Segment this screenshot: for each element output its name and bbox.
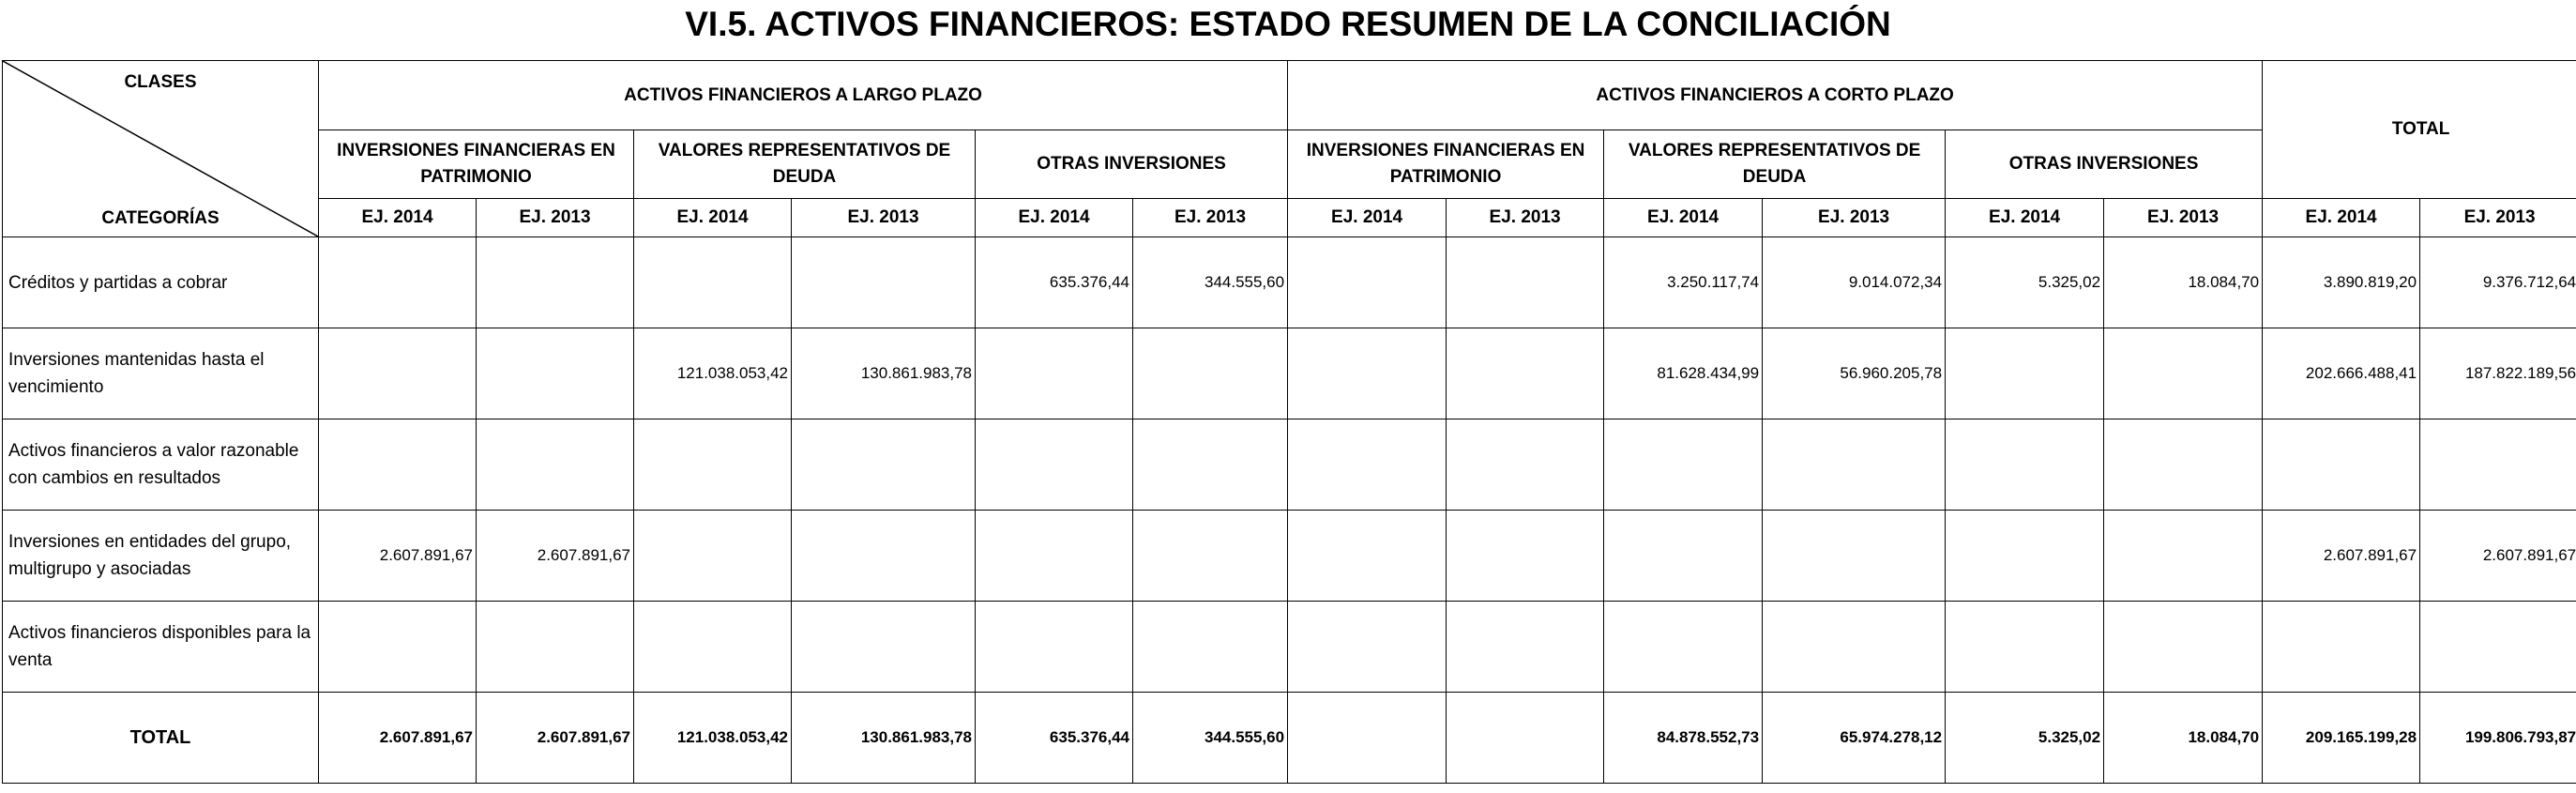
value-cell — [2104, 511, 2263, 602]
total-value-cell: 65.974.278,12 — [1763, 693, 1946, 784]
year-header-cell: EJ. 2013 — [1447, 199, 1604, 237]
value-cell: 18.084,70 — [2104, 237, 2263, 328]
value-cell: 2.607.891,67 — [319, 511, 477, 602]
value-cell — [2104, 419, 2263, 511]
table-row — [3, 237, 2576, 328]
value-cell — [1288, 602, 1447, 693]
value-cell — [2263, 419, 2420, 511]
table-row — [3, 602, 2576, 693]
value-cell — [1946, 328, 2104, 419]
total-value-cell — [1288, 693, 1447, 784]
total-value-cell: 5.325,02 — [1946, 693, 2104, 784]
value-cell — [1946, 602, 2104, 693]
value-cell — [2104, 328, 2263, 419]
year-header-cell: EJ. 2014 — [1288, 199, 1447, 237]
value-cell — [2420, 602, 2576, 693]
value-cell — [634, 419, 792, 511]
table-row — [3, 511, 2576, 602]
value-cell — [976, 602, 1133, 693]
page-title: VI.5. ACTIVOS FINANCIEROS: ESTADO RESUMEN DE LA CONCILIACIÓN — [685, 5, 1891, 43]
value-cell: 56.960.205,78 — [1763, 328, 1946, 419]
year-header-cell: EJ. 2013 — [2104, 199, 2263, 237]
value-cell — [1288, 328, 1447, 419]
group-header-total: TOTAL — [2263, 61, 2576, 199]
value-cell — [634, 237, 792, 328]
total-value-cell: 121.038.053,42 — [634, 693, 792, 784]
value-cell — [976, 328, 1133, 419]
total-value-cell — [1447, 693, 1604, 784]
row-category-label: Activos financieros disponibles para la venta — [3, 602, 319, 693]
value-cell: 130.861.983,78 — [792, 328, 976, 419]
value-cell — [1288, 419, 1447, 511]
value-cell — [792, 237, 976, 328]
value-cell: 5.325,02 — [1946, 237, 2104, 328]
value-cell — [2420, 419, 2576, 511]
reconciliation-table — [2, 60, 2576, 784]
corner-categories-label: CATEGORÍAS — [101, 208, 220, 228]
value-cell — [634, 511, 792, 602]
value-cell — [1604, 602, 1763, 693]
value-cell: 121.038.053,42 — [634, 328, 792, 419]
row-category-label: Inversiones mantenidas hasta el vencimiento — [3, 328, 319, 419]
value-cell — [1133, 511, 1288, 602]
value-cell: 3.250.117,74 — [1604, 237, 1763, 328]
value-cell — [976, 419, 1133, 511]
value-cell — [2263, 602, 2420, 693]
value-cell: 3.890.819,20 — [2263, 237, 2420, 328]
subheader-lt-patrimonio: INVERSIONES FINANCIERAS EN PATRIMONIO — [319, 130, 634, 199]
value-cell — [1946, 511, 2104, 602]
value-cell: 81.628.434,99 — [1604, 328, 1763, 419]
value-cell — [319, 328, 477, 419]
total-value-cell: 2.607.891,67 — [319, 693, 477, 784]
group-header-long-term: ACTIVOS FINANCIEROS A LARGO PLAZO — [319, 61, 1288, 130]
value-cell — [1288, 237, 1447, 328]
value-cell — [1288, 511, 1447, 602]
value-cell: 187.822.189,56 — [2420, 328, 2576, 419]
value-cell — [319, 602, 477, 693]
value-cell — [1763, 419, 1946, 511]
value-cell — [1133, 602, 1288, 693]
year-header-cell: EJ. 2014 — [2263, 199, 2420, 237]
total-value-cell: 635.376,44 — [976, 693, 1133, 784]
total-value-cell: 199.806.793,87 — [2420, 693, 2576, 784]
row-category-label: Créditos y partidas a cobrar — [3, 237, 319, 328]
value-cell — [1447, 602, 1604, 693]
total-value-cell: 130.861.983,78 — [792, 693, 976, 784]
year-header-cell: EJ. 2014 — [1604, 199, 1763, 237]
value-cell — [976, 511, 1133, 602]
corner-classes-label: CLASES — [124, 72, 197, 92]
value-cell — [1133, 328, 1288, 419]
total-value-cell: 84.878.552,73 — [1604, 693, 1763, 784]
total-label: TOTAL — [3, 693, 319, 784]
subheader-lt-deuda: VALORES REPRESENTATIVOS DE DEUDA — [634, 130, 976, 199]
year-header-cell: EJ. 2013 — [792, 199, 976, 237]
total-row — [3, 693, 2576, 784]
total-value-cell: 2.607.891,67 — [477, 693, 634, 784]
value-cell — [792, 602, 976, 693]
row-category-label: Inversiones en entidades del grupo, multigrupo y asociadas — [3, 511, 319, 602]
value-cell: 2.607.891,67 — [2420, 511, 2576, 602]
value-cell — [792, 511, 976, 602]
value-cell: 344.555,60 — [1133, 237, 1288, 328]
header-corner-cell — [3, 61, 319, 237]
subheader-st-deuda: VALORES REPRESENTATIVOS DE DEUDA — [1604, 130, 1946, 199]
value-cell — [1946, 419, 2104, 511]
value-cell — [319, 419, 477, 511]
value-cell: 9.376.712,64 — [2420, 237, 2576, 328]
value-cell — [1763, 602, 1946, 693]
year-header-cell: EJ. 2013 — [1763, 199, 1946, 237]
total-value-cell: 18.084,70 — [2104, 693, 2263, 784]
year-header-cell: EJ. 2014 — [319, 199, 477, 237]
subheader-st-otras: OTRAS INVERSIONES — [1946, 130, 2263, 199]
year-header-cell: EJ. 2013 — [2420, 199, 2576, 237]
value-cell — [792, 419, 976, 511]
total-value-cell: 209.165.199,28 — [2263, 693, 2420, 784]
value-cell — [2104, 602, 2263, 693]
value-cell — [477, 237, 634, 328]
value-cell — [1447, 511, 1604, 602]
year-header-cell: EJ. 2013 — [477, 199, 634, 237]
subheader-lt-otras: OTRAS INVERSIONES — [976, 130, 1288, 199]
value-cell: 2.607.891,67 — [2263, 511, 2420, 602]
year-header-cell: EJ. 2014 — [976, 199, 1133, 237]
table-row — [3, 419, 2576, 511]
subheader-st-patrimonio: INVERSIONES FINANCIERAS EN PATRIMONIO — [1288, 130, 1604, 199]
row-category-label: Activos financieros a valor razonable con cambios en resultados — [3, 419, 319, 511]
value-cell — [477, 419, 634, 511]
value-cell — [1604, 419, 1763, 511]
value-cell: 2.607.891,67 — [477, 511, 634, 602]
value-cell — [1763, 511, 1946, 602]
year-header-cell: EJ. 2013 — [1133, 199, 1288, 237]
group-header-short-term: ACTIVOS FINANCIEROS A CORTO PLAZO — [1288, 61, 2263, 130]
total-value-cell: 344.555,60 — [1133, 693, 1288, 784]
value-cell — [477, 602, 634, 693]
value-cell — [1447, 328, 1604, 419]
value-cell: 202.666.488,41 — [2263, 328, 2420, 419]
table-row — [3, 328, 2576, 419]
value-cell — [1604, 511, 1763, 602]
year-header-cell: EJ. 2014 — [634, 199, 792, 237]
value-cell — [319, 237, 477, 328]
value-cell — [1447, 419, 1604, 511]
value-cell — [634, 602, 792, 693]
value-cell — [1447, 237, 1604, 328]
year-header-cell: EJ. 2014 — [1946, 199, 2104, 237]
value-cell: 635.376,44 — [976, 237, 1133, 328]
value-cell — [1133, 419, 1288, 511]
value-cell — [477, 328, 634, 419]
value-cell: 9.014.072,34 — [1763, 237, 1946, 328]
